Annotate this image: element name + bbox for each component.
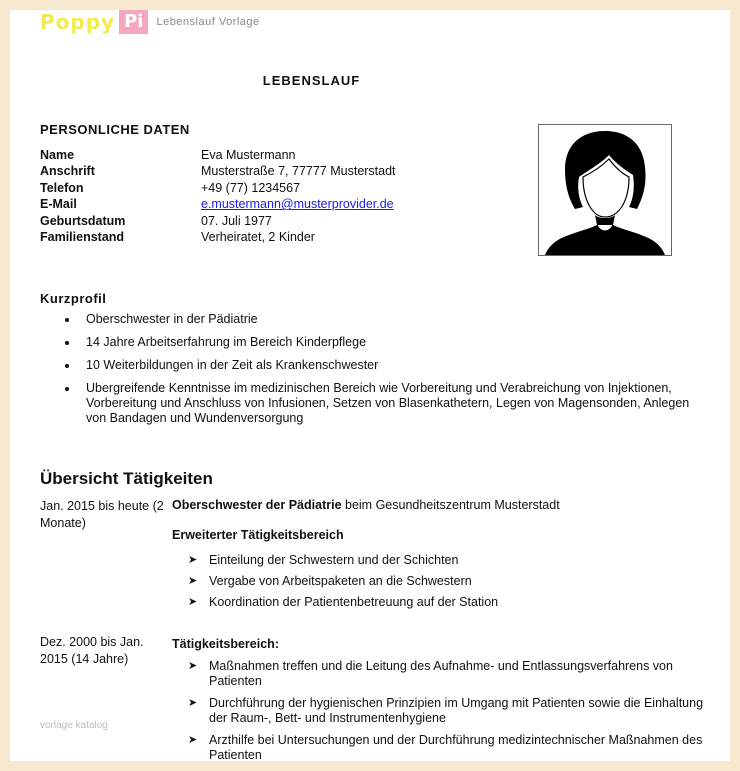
value-family-status: Verheiratet, 2 Kinder [201, 229, 315, 244]
job-date: Jan. 2015 bis heute (2 Monate) [40, 499, 164, 530]
arrow-right-icon: ➤ [188, 660, 198, 672]
list-item: ➤ Einteilung der Schwestern und der Schichten [188, 553, 459, 567]
list-item: Oberschwester in der Pädiatrie [65, 312, 705, 327]
experience-heading: Übersicht Tätigkeiten [40, 469, 213, 488]
logo-word: Poppy [40, 10, 116, 34]
value-phone: +49 (77) 1234567 [201, 180, 301, 195]
list-item: ➤ Maßnahmen treffen und die Leitung des Aufnahme- und Entlassungsverfahrens von Patienten [188, 659, 673, 688]
value-birthdate: 07. Juli 1977 [201, 213, 272, 228]
arrow-right-icon: ➤ [188, 575, 198, 587]
job-title-rest: beim Gesundheitszentrum Musterstadt [341, 498, 560, 512]
label-family-status: Familienstand [40, 229, 125, 244]
kurzprofil-heading: Kurzprofil [40, 291, 107, 306]
list-item: ➤ Vergabe von Arbeitspaketen an die Schwestern [188, 574, 472, 588]
job-title [172, 498, 717, 513]
personal-data-heading: PERSONLICHE DATEN [40, 122, 190, 137]
job-task-list [172, 553, 717, 610]
cv-page [10, 10, 730, 761]
job-subheading: Tätigkeitsbereich: [172, 637, 279, 651]
value-address: Musterstraße 7, 77777 Musterstadt [201, 164, 396, 179]
arrow-right-icon: ➤ [188, 734, 198, 746]
list-item: 14 Jahre Arbeitserfahrung im Bereich Kinderpflege [65, 335, 705, 350]
list-item: ➤ Durchführung der hygienischen Prinzipien im Umgang mit Patienten sowie die Einhaltung der Raum-, Bett- und Instrumentenhygiene [188, 696, 704, 725]
label-address: Anschrift [40, 164, 95, 179]
site-logo[interactable] [40, 10, 260, 34]
logo-badge: Pi [119, 10, 148, 34]
watermark: vorlage katalog [40, 720, 108, 731]
arrow-right-icon: ➤ [188, 554, 198, 566]
label-birthdate: Geburtsdatum [40, 213, 126, 228]
job-entry [172, 637, 717, 761]
logo-subtitle: Lebenslauf Vorlage [156, 16, 260, 28]
document-title: LEBENSLAUF [262, 73, 361, 88]
arrow-right-icon: ➤ [188, 596, 198, 608]
job-date: Dez. 2000 bis Jan. 2015 (14 Jahre) [40, 635, 144, 666]
label-name: Name [40, 148, 75, 162]
list-item: ➤ Koordination der Patientenbetreuung auf der Station [188, 595, 499, 609]
list-item: Ubergreifende Kenntnisse im medizinischen Bereich wie Vorbereitung und Verabreichung von Injektionen, Vorbereitung und Anschluss von Infusionen, Setzen von Blasenkathetern, Legen von Magensonden, Anlegen von Bandagen und Wundenversorgung [65, 381, 705, 426]
list-item: 10 Weiterbildungen in der Zeit als Krankenschwester [65, 358, 705, 373]
label-phone: Telefon [40, 180, 84, 195]
job-task-list [172, 659, 717, 761]
kurzprofil-list [65, 312, 705, 434]
email-link[interactable]: e.mustermann@musterprovider.de [201, 197, 394, 212]
person-silhouette-icon [539, 125, 671, 255]
job-title-bold: Oberschwester der Pädiatrie [172, 498, 342, 512]
label-email: E-Mail [40, 197, 77, 212]
value-name: Eva Mustermann [201, 148, 296, 162]
job-entry [172, 498, 717, 610]
arrow-right-icon: ➤ [188, 697, 198, 709]
job-subheading: Erweiterter Tätigkeitsbereich [172, 528, 344, 542]
profile-photo [538, 124, 672, 256]
list-item: ➤ Arzthilfe bei Untersuchungen und der Durchführung medizintechnischer Maßnahmen des Patienten [188, 733, 703, 761]
